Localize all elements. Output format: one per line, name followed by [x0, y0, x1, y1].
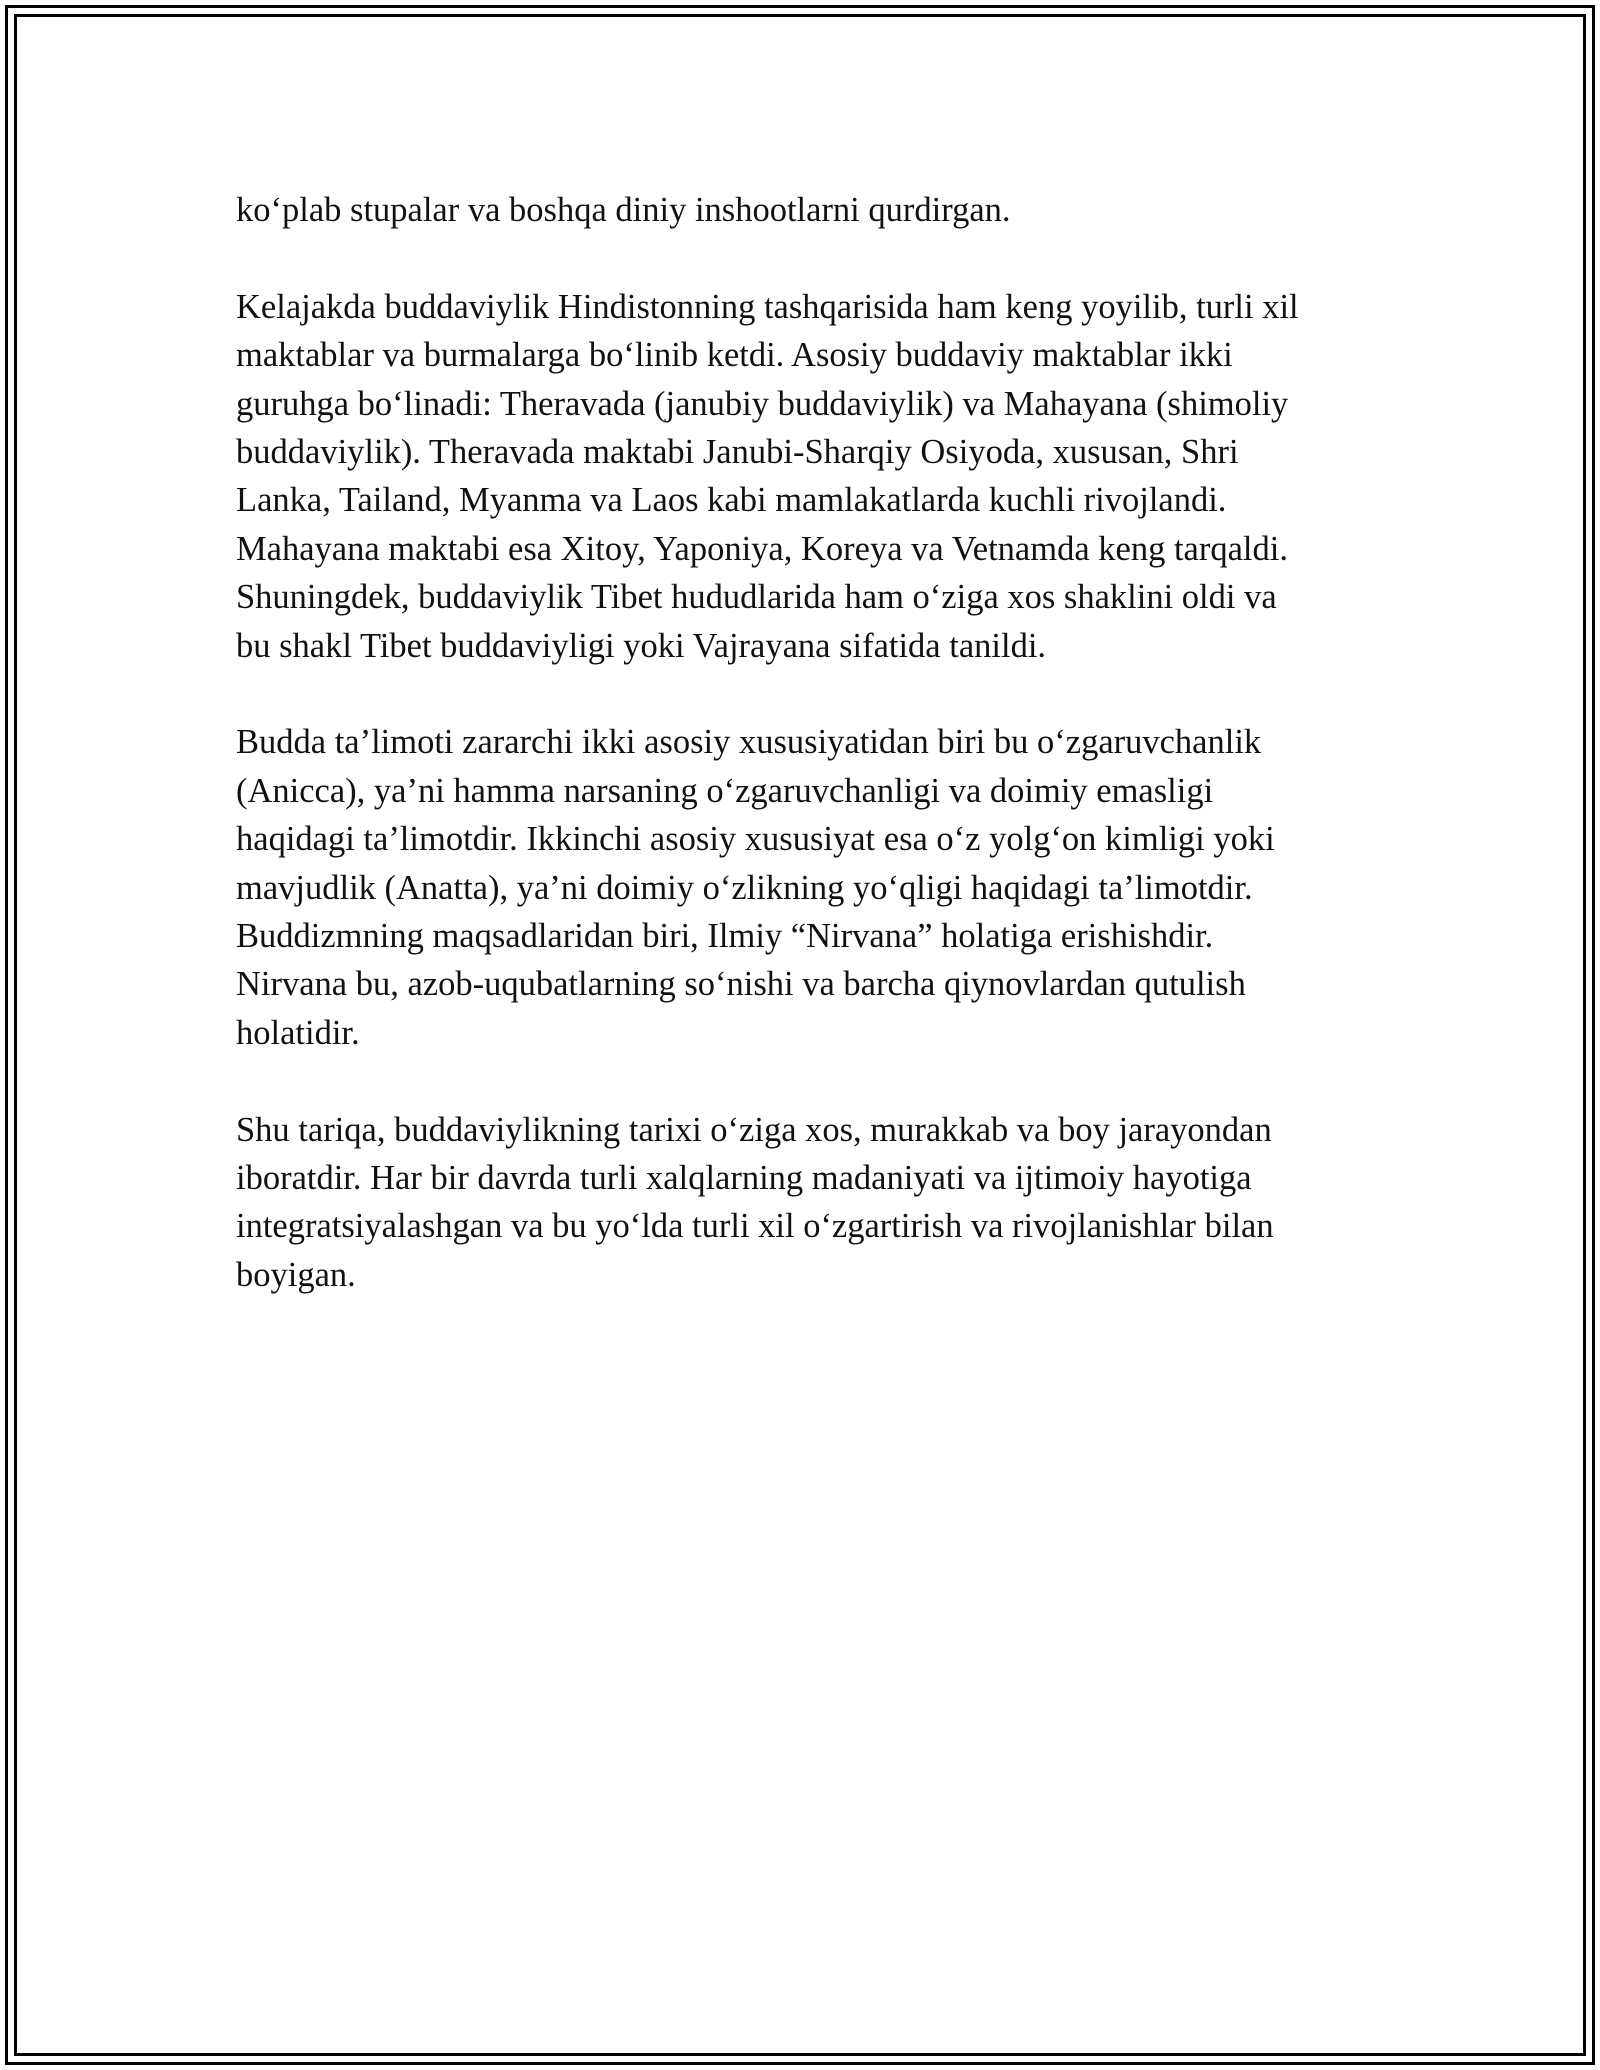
text-line: buddaviylik). Theravada maktabi Janubi-Sharqiy Osiyoda, xususan, Shri [236, 433, 1239, 472]
text-line: Kelajakda buddaviylik Hindistonning tashqarisida ham keng yoyilib, turli xil [236, 287, 1299, 326]
text-line: guruhga bo‘linadi: Theravada (janubiy buddaviylik) va Mahayana (shimoliy [236, 384, 1289, 423]
text-line: iboratdir. Har bir davrda turli xalqlarning madaniyati va ijtimoiy hayotiga [236, 1159, 1252, 1198]
text-line: (Anicca), ya’ni hamma narsaning o‘zgaruvchanligi va doimiy emasligi [236, 771, 1214, 810]
text-line: bu shakl Tibet buddaviyligi yoki Vajrayana sifatida tanildi. [236, 626, 1047, 665]
text-line: Buddizmning maqsadlaridan biri, Ilmiy “Nirvana” holatiga erishishdir. [236, 917, 1214, 956]
text-line: ko‘plab stupalar va boshqa diniy inshootlarni qurdirgan. [236, 191, 1011, 229]
paragraph-4 [236, 1106, 1386, 1300]
text-line: Budda ta’limoti zararchi ikki asosiy xususiyatidan biri bu o‘zgaruvchanlik [236, 723, 1262, 762]
text-line: maktablar va burmalarga bo‘linib ketdi. Asosiy buddaviy maktablar ikki [236, 336, 1233, 375]
text-line: Shu tariqa, buddaviylikning tarixi o‘ziga xos, murakkab va boy jarayondan [236, 1110, 1272, 1149]
text-line: boyigan. [236, 1255, 356, 1294]
paragraph-3 [236, 718, 1386, 1057]
text-line: holatidir. [236, 1013, 360, 1052]
text-line: Nirvana bu, azob-uqubatlarning so‘nishi va barcha qiynovlardan qutulish [236, 965, 1246, 1004]
text-line: Lanka, Tailand, Myanma va Laos kabi mamlakatlarda kuchli rivojlandi. [236, 481, 1227, 520]
text-line: integratsiyalashgan va bu yo‘lda turli xil o‘zgartirish va rivojlanishlar bilan [236, 1207, 1274, 1246]
document-body [236, 186, 1386, 1348]
text-line: Mahayana maktabi esa Xitoy, Yaponiya, Koreya va Vetnamda keng tarqaldi. [236, 529, 1288, 568]
text-line: haqidagi ta’limotdir. Ikkinchi asosiy xususiyat esa o‘z yolg‘on kimligi yoki [236, 820, 1275, 859]
text-line: mavjudlik (Anatta), ya’ni doimiy o‘zlikning yo‘qligi haqidagi ta’limotdir. [236, 868, 1253, 907]
paragraph-1 [236, 186, 1386, 234]
text-line: Shuningdek, buddaviylik Tibet hududlarida ham o‘ziga xos shaklini oldi va [236, 578, 1277, 617]
paragraph-2 [236, 283, 1386, 670]
